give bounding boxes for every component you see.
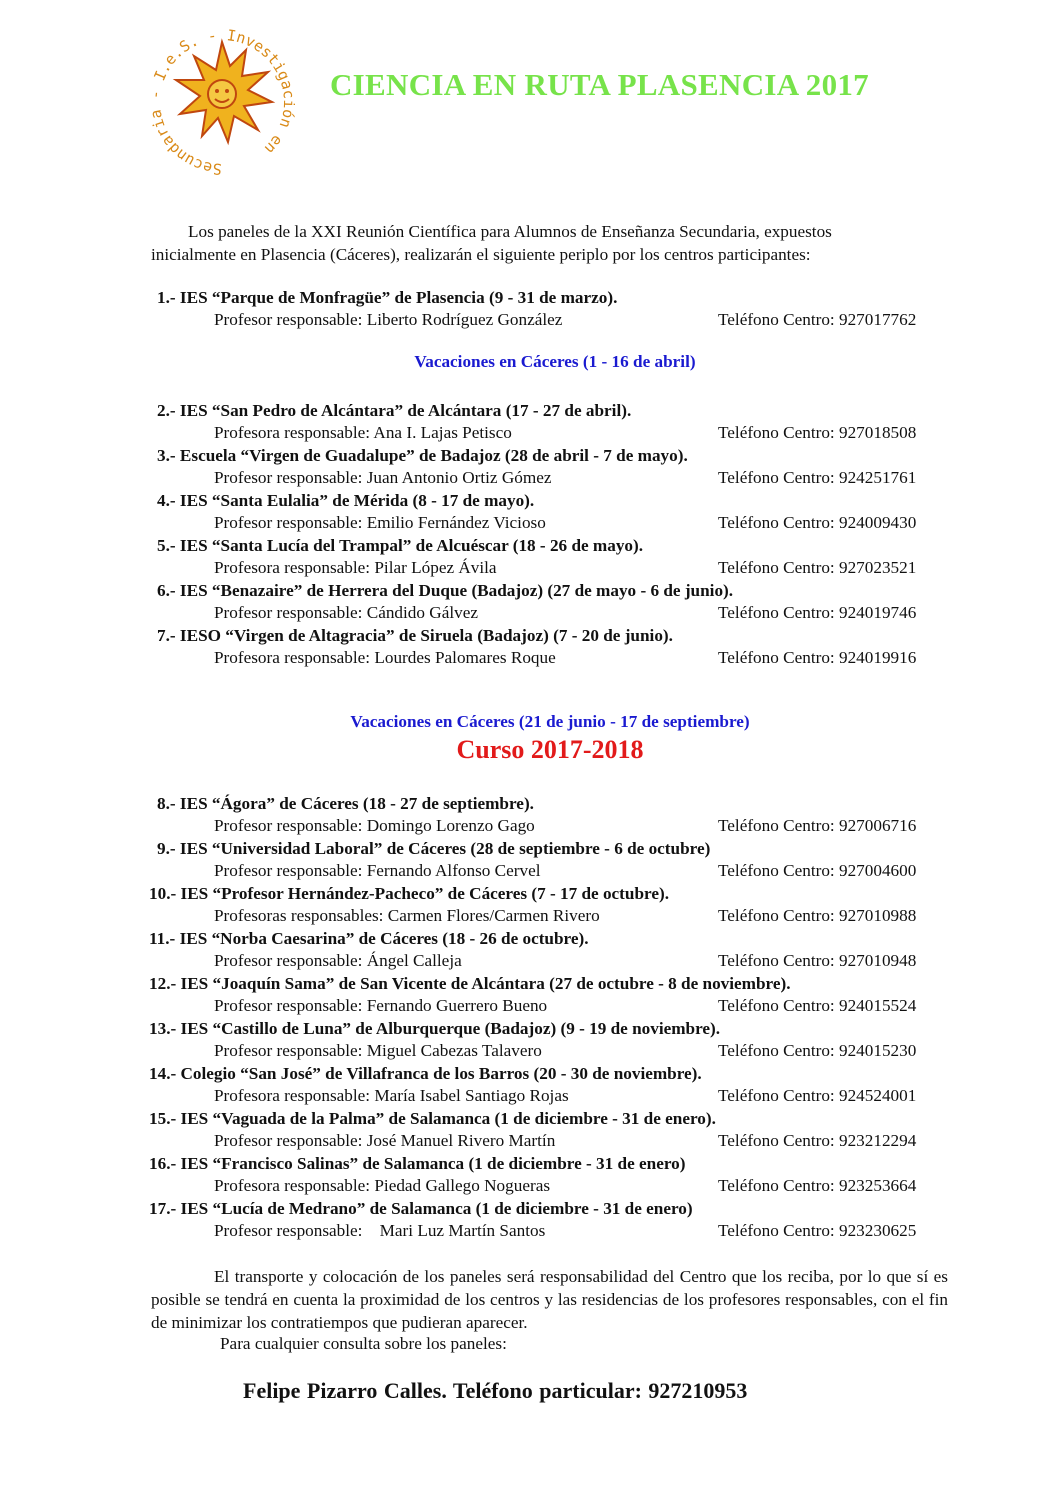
responsable: Profesor responsable: Cándido Gálvez [214,603,478,622]
responsable-row [157,602,957,624]
itinerary-heading [149,1153,949,1175]
responsable-row [149,905,949,927]
item-center: IES “Santa Lucía del Trampal” de Alcuéscar (18 - 26 de mayo). [179,536,644,555]
closing-text: El transporte y colocación de los paneles será responsabilidad del Centro que los reciba, por lo que sí es posible se tendrá en cuenta la proximidad de los centros y las residencias de los profesores responsables, con el fin de minimizar los contratiempos que pudieran aparecer. [151,1267,948,1332]
closing-paragraph [151,1265,948,1334]
responsable-row [149,995,949,1017]
itinerary-heading [157,580,957,602]
itinerary-heading [149,1018,949,1040]
itinerary-heading [157,838,957,860]
center-phone: Teléfono Centro: 924015524 [718,996,917,1015]
responsable-row [149,1130,949,1152]
item-number: 1.- [157,288,176,307]
itinerary-heading [149,973,949,995]
itinerary-heading [149,1063,949,1085]
itinerary-heading [157,400,957,422]
responsable: Profesor responsable: Fernando Guerrero Bueno [214,996,548,1015]
responsable: Profesor responsable: Domingo Lorenzo Gago [214,816,535,835]
responsable: Profesor responsable: Liberto Rodríguez González [214,310,563,329]
center-phone: Teléfono Centro: 927023521 [718,558,917,577]
center-phone: Teléfono Centro: 924015230 [718,1041,917,1060]
svg-text:Secundaria - I.e.S. - Investig: Secundari I.e.S. - Investiga n en [150,26,295,176]
itinerary-item [149,883,949,927]
responsable-row [157,647,957,669]
item-center: IES “Joaquín Sama” de San Vicente de Alcántara (27 de octubre - 8 de noviembre). [180,974,791,993]
center-phone: Teléfono Centro: 924019916 [718,648,917,667]
itinerary-item [149,973,949,1017]
item-number: 2.- [157,401,176,420]
responsable: Profesora responsable: Ana I. Lajas Petisco [214,423,512,442]
item-center: IES “Norba Caesarina” de Cáceres (18 - 26 de octubre). [179,929,589,948]
center-phone: Teléfono Centro: 927004600 [718,861,917,880]
item-number: 3.- [157,446,176,465]
itinerary-item [157,535,957,579]
center-phone: Teléfono Centro: 927006716 [718,816,917,835]
itinerary-item [149,1063,949,1107]
center-phone: Teléfono Centro: 924251761 [718,468,917,487]
itinerary-heading [157,445,957,467]
responsable: Profesora responsable: Pilar López Ávila [214,558,497,577]
responsable-row [157,512,957,534]
item-center: IES “Universidad Laboral” de Cáceres (28 de septiembre - 6 de octubre) [179,839,711,858]
item-center: Escuela “Virgen de Guadalupe” de Badajoz (28 de abril - 7 de mayo). [179,446,688,465]
responsable: Profesor responsable: Miguel Cabezas Talavero [214,1041,542,1060]
item-center: IES “Profesor Hernández-Pacheco” de Cáceres (7 - 17 de octubre). [180,884,669,903]
vacation-notice: Vacaciones en Cáceres (21 de junio - 17 de septiembre) [350,712,750,731]
contact-footer: Felipe Pizarro Calles. Teléfono particular: 927210953 [243,1378,748,1403]
itinerary-item [157,793,957,837]
responsable: Profesor responsable: Ángel Calleja [214,951,462,970]
item-center: IES “Parque de Monfragüe” de Plasencia (9 - 31 de marzo). [179,288,618,307]
item-number: 16.- [149,1154,177,1173]
itinerary-heading [149,1108,949,1130]
itinerary-item [149,928,949,972]
item-number: 6.- [157,581,176,600]
itinerary-heading [149,928,949,950]
itinerary-item [149,1198,949,1242]
itinerary-heading [157,490,957,512]
itinerary-heading [149,1198,949,1220]
itinerary-item [149,1153,949,1197]
responsable: Profesoras responsables: Carmen Flores/Carmen Rivero [214,906,600,925]
itinerary-item [149,1018,949,1062]
item-center: IESO “Virgen de Altagracia” de Siruela (Badajoz) (7 - 20 de junio). [179,626,673,645]
item-center: IES “Santa Eulalia” de Mérida (8 - 17 de mayo). [179,491,535,510]
center-phone: Teléfono Centro: 924009430 [718,513,917,532]
responsable-row [157,815,957,837]
intro-line: Los paneles de la XXI Reunión Científica para Alumnos de Enseñanza Secundaria, expuestos [188,222,832,241]
itinerary-item [157,400,957,444]
itinerary-item [157,580,957,624]
itinerary-item [157,490,957,534]
itinerary-item [157,287,957,331]
item-center: Colegio “San José” de Villafranca de los Barros (20 - 30 de noviembre). [180,1064,702,1083]
responsable: Profesora responsable: Piedad Gallego Nogueras [214,1176,551,1195]
page-title: CIENCIA EN RUTA PLASENCIA 2017 [330,67,869,102]
itinerary-heading [157,793,957,815]
responsable: Profesor responsable: Mari Luz Martín Santos [214,1221,546,1240]
item-center: IES “Francisco Salinas” de Salamanca (1 de diciembre - 31 de enero) [180,1154,686,1173]
course-heading: Curso 2017-2018 [456,735,644,764]
responsable-row [157,422,957,444]
item-center: IES “Ágora” de Cáceres (18 - 27 de septiembre). [179,794,534,813]
center-phone: Teléfono Centro: 927010988 [718,906,917,925]
center-phone: Teléfono Centro: 927017762 [718,310,917,329]
center-phone: Teléfono Centro: 923253664 [718,1176,917,1195]
item-number: 11.- [149,929,176,948]
intro-paragraph [151,220,911,266]
item-number: 4.- [157,491,176,510]
intro-line: inicialmente en Plasencia (Cáceres), realizarán el siguiente periplo por los centros participantes: [151,245,811,264]
responsable: Profesor responsable: José Manuel Rivero Martín [214,1131,556,1150]
responsable-row [157,467,957,489]
item-center: IES “Benazaire” de Herrera del Duque (Badajoz) (27 de mayo - 6 de junio). [179,581,734,600]
responsable: Profesor responsable: Emilio Fernández Vicioso [214,513,546,532]
itinerary-heading [157,535,957,557]
responsable: Profesor responsable: Juan Antonio Ortiz Gómez [214,468,552,487]
item-number: 7.- [157,626,176,645]
center-phone: Teléfono Centro: 924019746 [718,603,917,622]
item-number: 9.- [157,839,176,858]
item-number: 10.- [149,884,177,903]
responsable-row [157,860,957,882]
itinerary-heading [157,287,957,309]
itinerary-item [157,445,957,489]
responsable-row [157,557,957,579]
responsable-row [149,1175,949,1197]
item-number: 5.- [157,536,176,555]
itinerary-item [149,1108,949,1152]
consulta-text: Para cualquier consulta sobre los paneles: [220,1334,507,1353]
center-phone: Teléfono Centro: 924524001 [718,1086,917,1105]
item-number: 12.- [149,974,177,993]
item-center: IES “San Pedro de Alcántara” de Alcántara (17 - 27 de abril). [179,401,632,420]
responsable-row [149,1040,949,1062]
itinerary-heading [149,883,949,905]
item-center: IES “Lucía de Medrano” de Salamanca (1 de diciembre - 31 de enero) [180,1199,693,1218]
school-logo [150,14,295,176]
center-phone: Teléfono Centro: 923212294 [718,1131,917,1150]
item-number: 17.- [149,1199,177,1218]
responsable: Profesor responsable: Fernando Alfonso Cervel [214,861,541,880]
item-number: 15.- [149,1109,177,1128]
responsable: Profesora responsable: Lourdes Palomares Roque [214,648,556,667]
responsable-row [157,309,957,331]
vacation-notice: Vacaciones en Cáceres (1 - 16 de abril) [414,352,696,371]
item-center: IES “Vaguada de la Palma” de Salamanca (1 de diciembre - 31 de enero). [180,1109,716,1128]
responsable: Profesora responsable: María Isabel Santiago Rojas [214,1086,569,1105]
center-phone: Teléfono Centro: 927010948 [718,951,917,970]
itinerary-heading [157,625,957,647]
center-phone: Teléfono Centro: 927018508 [718,423,917,442]
itinerary-item [157,625,957,669]
responsable-row [149,950,949,972]
responsable-row [149,1220,949,1242]
item-number: 8.- [157,794,176,813]
itinerary-item [157,838,957,882]
responsable-row [149,1085,949,1107]
center-phone: Teléfono Centro: 923230625 [718,1221,917,1240]
item-number: 13.- [149,1019,177,1038]
item-number: 14.- [149,1064,177,1083]
item-center: IES “Castillo de Luna” de Alburquerque (Badajoz) (9 - 19 de noviembre). [180,1019,721,1038]
